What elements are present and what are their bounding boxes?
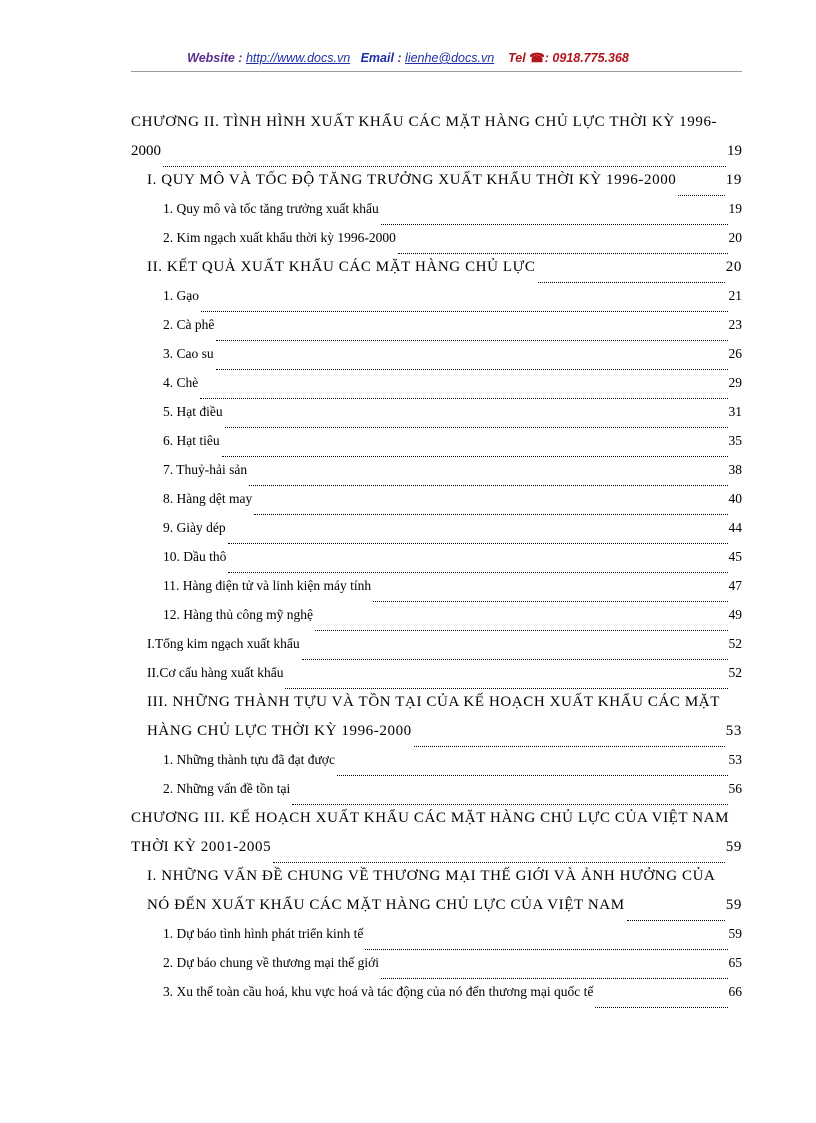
toc-leader: [200, 397, 727, 399]
toc-leader: [315, 629, 728, 631]
toc-entry-text: HÀNG CHỦ LỰC THỜI KỲ 1996-2000: [147, 723, 412, 739]
website-link[interactable]: http://www.docs.vn: [245, 51, 351, 65]
toc-leader: [398, 252, 728, 254]
toc-entry: [163, 288, 742, 316]
tel-label: Tel: [508, 51, 526, 65]
toc-entry-text: 1. Những thành tựu đã đạt được: [163, 752, 335, 767]
toc-entry-page: 66: [728, 984, 742, 999]
toc-entry-page: 40: [728, 491, 742, 506]
tel-number: : 0918.775.368: [544, 51, 629, 65]
toc-leader: [163, 165, 726, 167]
toc-entry: [163, 520, 742, 548]
toc-entry-page: 47: [728, 578, 742, 593]
toc-entry: [163, 955, 742, 983]
toc-leader: [414, 745, 725, 747]
toc-leader: [222, 455, 728, 457]
toc-entry: [147, 665, 742, 693]
toc-entry-page: 31: [728, 404, 742, 419]
toc-entry: [147, 259, 742, 287]
toc-leader: [249, 484, 727, 486]
toc-entry-text: I. QUY MÔ VÀ TỐC ĐỘ TĂNG TRƯỞNG XUẤT KHẨU THỜI KỲ 1996-2000: [147, 172, 677, 188]
toc-leader: [337, 774, 728, 776]
toc-entry: [147, 636, 742, 664]
toc-entry-text: 10. Dầu thô: [163, 549, 227, 564]
toc-entry-page: 59: [725, 897, 742, 913]
toc-entry-page: 19: [727, 143, 742, 159]
toc-leader: [228, 542, 728, 544]
toc-entry: [163, 491, 742, 519]
toc-entry: [131, 114, 742, 142]
toc-entry: [163, 317, 742, 345]
phone-icon: ☎: [529, 51, 545, 65]
toc-leader: [216, 368, 728, 370]
toc-entry: [163, 984, 742, 1012]
email-label: Email: [360, 51, 394, 65]
toc-entry-text: II. KẾT QUẢ XUẤT KHẨU CÁC MẶT HÀNG CHỦ LỰC: [147, 259, 536, 275]
toc-entry-text: 2. Cà phê: [163, 317, 215, 332]
toc-entry-text: 2000: [131, 143, 161, 159]
toc-entry-page: 29: [728, 375, 742, 390]
toc-entry-text: 8. Hàng dệt may: [163, 491, 253, 506]
toc-leader: [201, 310, 728, 312]
toc-entry-text: 5. Hạt điều: [163, 404, 223, 419]
toc-entry-text: CHƯƠNG II. TÌNH HÌNH XUẤT KHẨU CÁC MẶT HÀNG CHỦ LỰC THỜI KỲ 1996-: [131, 114, 718, 130]
toc-entry-text: 4. Chè: [163, 375, 199, 390]
toc-entry: [163, 375, 742, 403]
toc-entry: [163, 549, 742, 577]
toc-entry: [147, 868, 742, 896]
toc-entry-page: 26: [728, 346, 742, 361]
email-link[interactable]: lienhe@docs.vn: [405, 51, 495, 65]
toc-leader: [381, 223, 728, 225]
toc-entry: [147, 897, 742, 925]
toc-entry: [163, 201, 742, 229]
toc-entry: [163, 926, 742, 954]
toc-entry: [131, 839, 742, 867]
toc-entry: [131, 143, 742, 171]
toc-leader: [285, 687, 727, 689]
toc-entry-text: CHƯƠNG III. KẾ HOẠCH XUẤT KHẨU CÁC MẶT HÀNG CHỦ LỰC CỦA VIỆT NAM: [131, 810, 730, 826]
toc-entry-text: 1. Dự báo tình hình phát triển kinh tế: [163, 926, 364, 941]
toc-entry-text: 12. Hàng thủ công mỹ nghệ: [163, 607, 313, 622]
toc-entry-text: 2. Kim ngạch xuất khẩu thời kỳ 1996-2000: [163, 230, 396, 245]
toc-leader: [595, 1006, 727, 1008]
toc-entry-page: 49: [728, 607, 742, 622]
toc-entry: [163, 781, 742, 809]
toc-leader: [225, 426, 728, 428]
toc-leader: [228, 571, 727, 573]
toc-entry: [163, 404, 742, 432]
toc-entry-text: 1. Gạo: [163, 288, 199, 303]
toc-leader: [302, 658, 728, 660]
header-rule: [131, 71, 742, 72]
toc-entry: [131, 810, 742, 838]
toc-entry-page: 20: [725, 259, 742, 275]
toc-entry-text: 2. Dự báo chung về thương mại thế giới: [163, 955, 379, 970]
toc-entry-text: 11. Hàng điện tử và linh kiện máy tính: [163, 578, 372, 593]
toc-entry-page: 52: [728, 636, 742, 651]
toc-entry-page: 44: [728, 520, 742, 535]
toc-entry-page: 65: [728, 955, 742, 970]
toc-entry: [163, 752, 742, 780]
toc-entry: [163, 462, 742, 490]
toc-entry-text: THỜI KỲ 2001-2005: [131, 839, 272, 855]
toc-entry-text: 1. Quy mô và tốc tăng trưởng xuất khẩu: [163, 201, 379, 216]
toc-entry: [163, 346, 742, 374]
toc-entry: [163, 607, 742, 635]
toc-entry-text: 9. Giày dép: [163, 520, 226, 535]
toc-entry-page: 59: [725, 839, 742, 855]
toc-entry-text: 3. Xu thế toàn cầu hoá, khu vực hoá và tác động của nó đến thương mại quốc tế: [163, 984, 594, 999]
toc-entry-text: NÓ ĐẾN XUẤT KHẨU CÁC MẶT HÀNG CHỦ LỰC CỦA VIỆT NAM: [147, 897, 625, 913]
toc-leader: [373, 600, 727, 602]
toc-entry: [147, 694, 742, 722]
toc-entry-page: 20: [728, 230, 742, 245]
email-separator: :: [393, 51, 406, 65]
toc-entry-page: 38: [728, 462, 742, 477]
toc-entry-text: I. NHỮNG VẤN ĐỀ CHUNG VỀ THƯƠNG MẠI THẾ GIỚI VÀ ẢNH HƯỞNG CỦA: [147, 868, 716, 884]
toc-entry-page: 59: [728, 926, 742, 941]
toc-entry-page: 45: [728, 549, 742, 564]
toc-entry-text: 7. Thuỷ-hải sản: [163, 462, 248, 477]
toc-leader: [254, 513, 727, 515]
toc-entry-text: I.Tổng kim ngạch xuất khẩu: [147, 636, 300, 651]
toc-entry-page: 52: [728, 665, 742, 680]
toc-leader: [678, 194, 724, 196]
toc-entry-text: 6. Hạt tiêu: [163, 433, 220, 448]
toc-entry-page: 19: [728, 201, 742, 216]
toc-entry-text: II.Cơ cấu hàng xuất khẩu: [147, 665, 284, 680]
toc-entry: [163, 578, 742, 606]
toc-entry: [147, 723, 742, 751]
toc-leader: [627, 919, 725, 921]
toc-entry-text: III. NHỮNG THÀNH TỰU VÀ TỒN TẠI CỦA KẾ HOẠCH XUẤT KHẨU CÁC MẶT: [147, 694, 720, 710]
toc-leader: [381, 977, 728, 979]
toc-leader: [216, 339, 727, 341]
toc-entry: [147, 172, 742, 200]
toc-entry-page: 23: [728, 317, 742, 332]
toc-leader: [292, 803, 727, 805]
toc-entry-page: 53: [728, 752, 742, 767]
website-label: Website :: [187, 51, 246, 65]
toc-entry-page: 56: [728, 781, 742, 796]
toc-leader: [538, 281, 725, 283]
page-header: [0, 50, 816, 65]
toc-entry-page: 35: [728, 433, 742, 448]
toc-leader: [273, 861, 725, 863]
toc-entry: [163, 433, 742, 461]
toc-entry-page: 21: [728, 288, 742, 303]
toc-leader: [365, 948, 727, 950]
toc-entry: [163, 230, 742, 258]
toc-entry-text: 3. Cao su: [163, 346, 214, 361]
toc-entry-page: 19: [725, 172, 742, 188]
toc-entry-page: 53: [725, 723, 742, 739]
toc-entry-text: 2. Những vấn đề tồn tại: [163, 781, 291, 796]
